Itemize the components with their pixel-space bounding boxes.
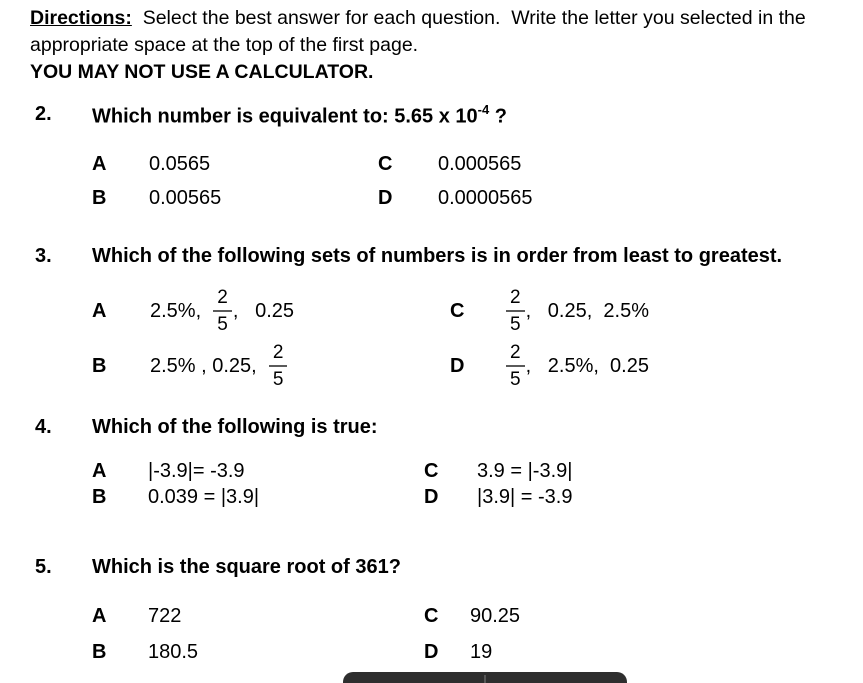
q4-option-a-letter: A [92,460,107,482]
q2-option-a-value: 0.0565 [149,153,211,175]
exponent: -4 [477,102,490,117]
q5-option-c-letter: C [424,605,439,627]
question-5-number: 5. [35,556,52,578]
q2-option-b-value: 0.00565 [149,187,222,209]
q3-option-b-letter: B [92,355,107,377]
q5-option-b-letter: B [92,641,107,663]
q4-option-b-letter: B [92,486,107,508]
q5-option-a-value: 722 [148,605,182,627]
q3-option-d-value: $\frac{2}{5}$ , 2.5%, 0.25 [505,343,649,389]
q4-option-c-value: 3.9 = |-3.9| [477,460,573,482]
q5-option-a-letter: A [92,605,107,627]
q5-option-d-value: 19 [470,641,493,663]
q2-option-c-letter: C [378,153,393,175]
question-4-number: 4. [35,416,52,438]
q2-option-c-value: 0.000565 [438,153,522,175]
q5-option-c-value: 90.25 [470,605,521,627]
question-2-number: 2. [35,103,52,125]
q4-option-d-value: |3.9| = -3.9 [477,486,573,508]
q3-option-c-value: $\frac{2}{5}$ , 0.25, 2.5% [505,288,649,334]
q3-option-a-letter: A [92,300,107,322]
directions-text-2: appropriate space at the top of the first page. [30,34,419,56]
q4-option-b-value: 0.039 = |3.9| [148,486,260,508]
q5-option-b-value: 180.5 [148,641,199,663]
question-2-prompt: Which number is equivalent to: 5.65 x $10^{-4}$ ? [92,102,507,128]
fraction: $\frac{2}{5}$ [506,343,525,389]
question-3-number: 3. [35,245,52,267]
fraction: $\frac{2}{5}$ [506,288,525,334]
fraction: $\frac{2}{5}$ [269,343,288,389]
bottom-bar-left-button[interactable] [343,672,484,683]
question-5-prompt: Which is the square root of 361? [92,556,401,578]
q5-option-d-letter: D [424,641,439,663]
q2-option-d-letter: D [378,187,393,209]
q4-option-c-letter: C [424,460,439,482]
question-3-prompt: Which of the following sets of numbers is in order from least to greatest. [92,245,783,267]
directions-line-1 [30,5,840,32]
q3-option-c-letter: C [450,300,465,322]
question-4-prompt: Which of the following is true: [92,416,378,438]
directions-block [30,5,840,86]
q4-option-d-letter: D [424,486,439,508]
no-calculator-warning: YOU MAY NOT USE A CALCULATOR. [30,61,374,83]
bottom-bar[interactable] [343,672,627,683]
q3-option-d-letter: D [450,355,465,377]
bottom-bar-right-button[interactable] [486,672,627,683]
q2-option-a-letter: A [92,153,107,175]
directions-label: Directions: [30,7,132,29]
q2-option-d-value: 0.0000565 [438,187,533,209]
directions-text-1: Select the best answer for each question. Write the letter you selected in the [131,7,806,29]
q3-option-b-value: 2.5% , 0.25, $\frac{2}{5}$ [150,343,288,389]
q3-option-a-value: 2.5%, $\frac{2}{5}$ , 0.25 [150,287,294,335]
q4-option-a-value: |-3.9|= -3.9 [148,460,245,482]
fraction: $\frac{2}{5}$ [213,288,232,334]
q2-option-b-letter: B [92,187,107,209]
